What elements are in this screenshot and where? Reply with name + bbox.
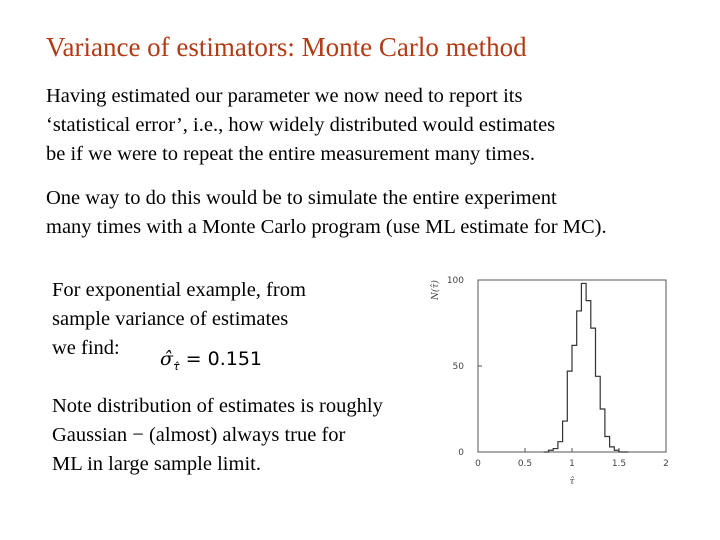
y-tick-label: 0 — [458, 448, 464, 458]
formula-subscript: τ̂ — [172, 359, 180, 373]
x-tick-label: 1.5 — [611, 459, 627, 469]
x-tick-label: 0 — [475, 459, 481, 469]
slide-title: Variance of estimators: Monte Carlo method — [46, 32, 527, 62]
paragraph-line: ML in large sample limit. — [52, 453, 261, 475]
paragraph-line: many times with a Monte Carlo program (use ML estimate for MC). — [46, 216, 607, 238]
paragraph-line: we find: — [52, 337, 120, 359]
paragraph-line: ‘statistical error’, i.e., how widely distributed would estimates — [46, 114, 556, 136]
paragraph-line: For exponential example, from — [52, 279, 306, 301]
histogram-bar — [591, 328, 596, 452]
estimate-histogram — [420, 268, 680, 490]
method-paragraph — [46, 184, 607, 242]
histogram-bar — [605, 437, 610, 452]
paragraph-line: be if we were to repeat the entire measurement many times. — [46, 143, 535, 165]
histogram-bar — [586, 301, 591, 452]
y-axis-label: N(τ̂) — [431, 280, 441, 300]
histogram-bar — [596, 376, 601, 452]
intro-paragraph — [46, 82, 555, 169]
formula-symbol: σ̂ — [160, 348, 173, 370]
note-text — [52, 392, 383, 479]
histogram-bar — [563, 421, 568, 452]
histogram-bar — [581, 283, 586, 452]
histogram-bar — [600, 409, 605, 452]
y-tick-label: 50 — [452, 362, 464, 372]
x-axis-label: τ̂ — [569, 477, 575, 487]
paragraph-line: One way to do this would be to simulate the entire experiment — [46, 187, 557, 209]
paragraph-line: sample variance of estimates — [52, 308, 289, 330]
formula-value: 0.151 — [207, 348, 263, 370]
paragraph-line: Note distribution of estimates is roughly — [52, 395, 383, 417]
x-tick-label: 0.5 — [517, 459, 533, 469]
histogram-bar — [567, 371, 572, 452]
histogram-bar — [577, 311, 582, 452]
x-tick-label: 1 — [569, 459, 575, 469]
paragraph-line: Having estimated our parameter we now need to report its — [46, 85, 523, 107]
formula-equals: = — [185, 348, 202, 370]
x-tick-label: 2 — [663, 459, 669, 469]
variance-formula — [160, 348, 262, 373]
histogram-bar — [610, 447, 615, 452]
histogram-bar — [572, 345, 577, 452]
paragraph-line: Gaussian − (almost) always true for — [52, 424, 346, 446]
histogram-bar — [558, 442, 563, 452]
y-tick-label: 100 — [446, 276, 464, 286]
